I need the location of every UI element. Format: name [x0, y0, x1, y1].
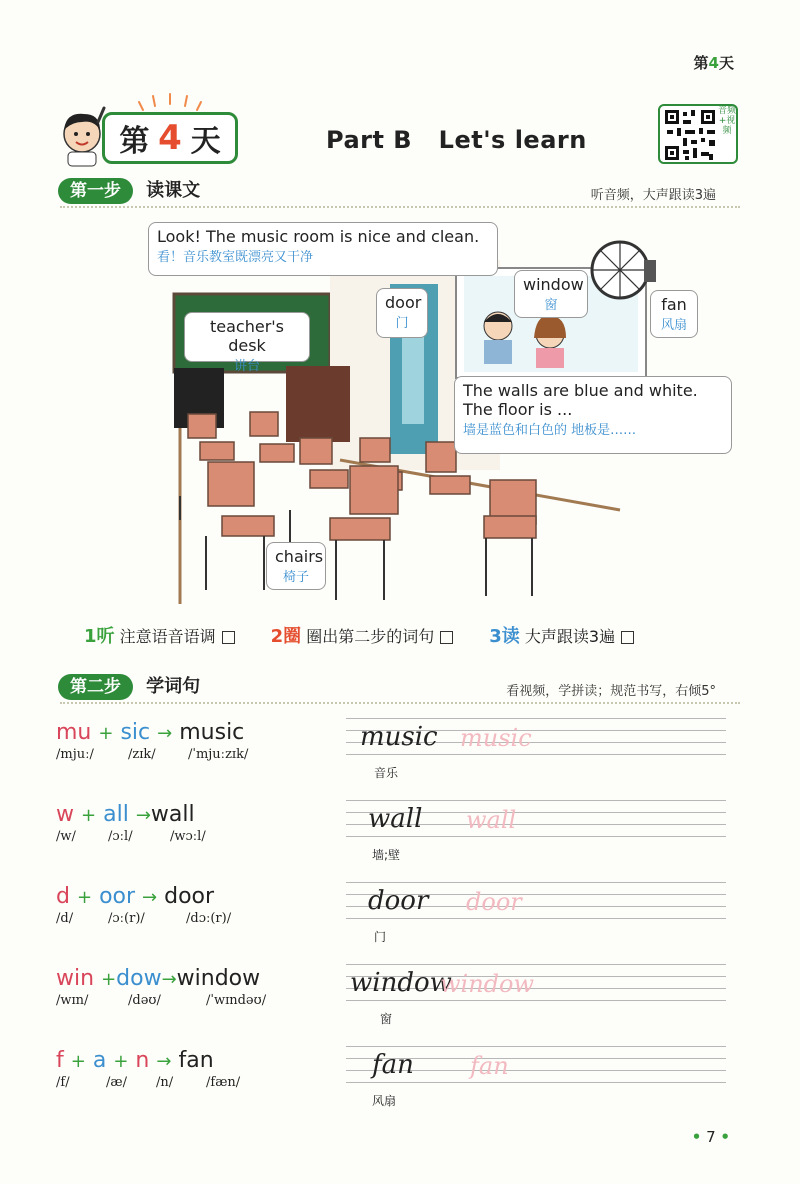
classroom-illustration — [140, 220, 740, 604]
label-fan: fan 风扇 — [650, 290, 698, 338]
handwriting-fan: fan — [372, 1050, 414, 1080]
day-badge — [102, 112, 238, 164]
trace-wall: wall — [466, 806, 517, 834]
qr-code-icon — [663, 108, 717, 162]
day-corner-label: 第4天 — [693, 54, 734, 72]
trace-fan: fan — [470, 1052, 509, 1080]
sun-rays-icon — [135, 92, 205, 112]
day-badge-suffix: 天 — [190, 124, 221, 159]
action-circle: 2圈 圈出第二步的词句 — [271, 622, 454, 648]
word-row-window: win +dow→window /wɪn/ /dəʊ/ /ˈwɪndəʊ/ — [56, 966, 267, 1008]
word-row-wall: w + all →wall /w/ /ɔːl/ /wɔːl/ — [56, 802, 206, 844]
checkbox-listen[interactable] — [222, 631, 235, 644]
step2-divider — [60, 702, 740, 704]
label-window: window 窗 — [514, 270, 588, 318]
step1-divider — [60, 206, 740, 208]
page-title: Part B Let's learn — [326, 126, 587, 154]
handwriting-music: music — [360, 722, 438, 752]
qr-side-label: 音频+视频 — [718, 106, 737, 136]
day-badge-prefix: 第 — [119, 124, 150, 159]
step2-hint: 看视频，学拼读；规范书写，右倾5° — [506, 684, 716, 699]
step1-badge: 第一步 — [58, 178, 133, 204]
meaning-music: 音乐 — [374, 766, 399, 780]
label-door: door 门 — [376, 288, 428, 338]
checkbox-read[interactable] — [621, 631, 634, 644]
step1-hint: 听音频，大声跟读3遍 — [590, 188, 716, 203]
step2-header — [58, 672, 200, 698]
meaning-fan: 风扇 — [372, 1094, 397, 1108]
word-row-music: mu + sic → music /mjuː/ /zɪk/ /ˈmjuːzɪk/ — [56, 720, 249, 762]
meaning-wall: 墙;壁 — [372, 848, 401, 862]
meaning-door: 门 — [374, 930, 387, 944]
handwriting-window: window — [350, 968, 452, 998]
step1-title: 读课文 — [146, 180, 201, 201]
action-read: 3读 大声跟读3遍 — [489, 622, 634, 648]
action-listen: 1听 注意语音语调 — [84, 622, 235, 648]
label-teachers-desk: teacher's desk 讲台 — [184, 312, 310, 362]
step2-badge: 第二步 — [58, 674, 133, 700]
step1-actions — [84, 622, 724, 648]
day-badge-number: 4 — [158, 118, 182, 158]
trace-window: window — [440, 970, 535, 998]
step2-title: 学词句 — [146, 676, 201, 697]
label-chairs: chairs 椅子 — [266, 542, 326, 590]
handwriting-wall: wall — [368, 804, 423, 834]
trace-door: door — [466, 888, 522, 916]
checkbox-circle[interactable] — [440, 631, 453, 644]
word-row-door: d + oor → door /d/ /ɔː(r)/ /dɔː(r)/ — [56, 884, 232, 926]
speech-bubble-walls: The walls are blue and white. The floor is ... 墙是蓝色和白色的 地板是…… — [454, 376, 732, 454]
word-row-fan: f + a + n → fan /f/ /æ/ /n/ /fæn/ — [56, 1048, 241, 1090]
page-number: • 7 • — [691, 1128, 730, 1146]
handwriting-door: door — [368, 886, 429, 916]
meaning-window: 窗 — [380, 1012, 393, 1026]
speech-bubble-music-room: Look! The music room is nice and clean. 看！音乐教室既漂亮又干净 — [148, 222, 498, 276]
step1-header — [58, 176, 200, 202]
trace-music: music — [460, 724, 532, 752]
